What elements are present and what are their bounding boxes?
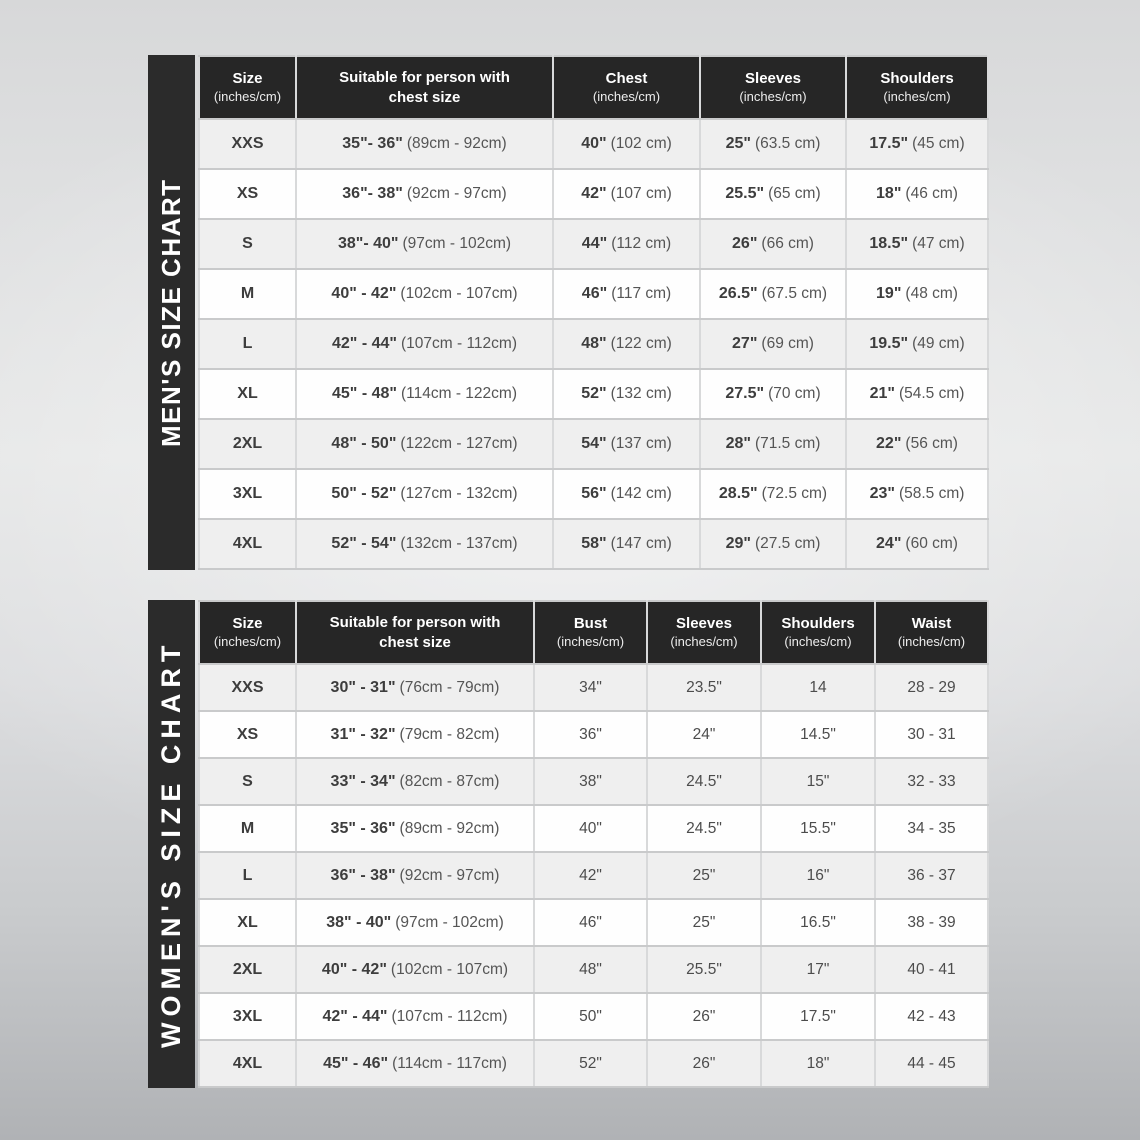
value-inches: 25": [725, 135, 751, 152]
column-header: [199, 56, 296, 119]
value-cell: [296, 469, 553, 519]
value-plain: 48": [579, 960, 602, 978]
column-unit: (inches/cm): [739, 89, 807, 105]
value-cell: [647, 758, 761, 805]
value-cell: [700, 469, 846, 519]
value-cell: [761, 899, 875, 946]
value-cell: [761, 664, 875, 711]
value-inches: 35" - 36": [330, 819, 396, 837]
value-cm: (97cm - 102cm): [395, 913, 504, 931]
value-cell: [700, 269, 846, 319]
mens-size-chart: [148, 55, 989, 570]
value-cm: (122cm - 127cm): [400, 435, 518, 452]
value-plain: 44 - 45: [907, 1054, 956, 1072]
value-inches: 36" - 38": [330, 866, 396, 884]
value-plain: 26": [692, 1054, 716, 1072]
value-cell: [761, 852, 875, 899]
size-label-cell: XL: [199, 369, 296, 419]
value-cell: [296, 119, 553, 169]
value-cm: (66 cm): [761, 235, 814, 252]
value-cm: (137 cm): [610, 435, 672, 452]
value-cm: (107cm - 112cm): [400, 335, 517, 352]
value-plain: 24": [692, 725, 716, 743]
value-cell: [846, 119, 988, 169]
value-cell: [846, 269, 988, 319]
value-plain: 18": [806, 1054, 830, 1072]
value-cm: (72.5 cm): [761, 485, 828, 502]
value-cell: [846, 469, 988, 519]
column-header: [846, 56, 988, 119]
value-plain: 16.5": [800, 913, 836, 931]
column-header-text: [200, 69, 295, 106]
value-inches: 29": [725, 535, 751, 552]
value-plain: 30 - 31: [907, 725, 956, 743]
value-plain: 25.5": [686, 960, 722, 978]
column-title: chest size: [379, 633, 451, 651]
value-inches: 44": [581, 235, 608, 252]
size-label-cell: XXS: [199, 119, 296, 169]
value-cell: [875, 805, 988, 852]
value-plain: 40 - 41: [907, 960, 956, 978]
mens-table-body: [199, 119, 988, 569]
column-header-text: [876, 614, 987, 651]
value-cell: [761, 1040, 875, 1087]
value-inches: 42" - 44": [332, 335, 397, 352]
value-cm: (92cm - 97cm): [399, 866, 500, 884]
value-cm: (45 cm): [912, 135, 965, 152]
value-cell: [761, 805, 875, 852]
value-cm: (102cm - 107cm): [400, 285, 518, 302]
table-row: [199, 219, 988, 269]
value-cm: (79cm - 82cm): [399, 725, 500, 743]
value-cm: (132 cm): [610, 385, 672, 402]
value-cell: [700, 319, 846, 369]
value-cm: (60 cm): [905, 535, 958, 552]
value-cm: (82cm - 87cm): [399, 772, 500, 790]
column-header-text: [701, 69, 845, 106]
value-cell: [647, 664, 761, 711]
value-cm: (102cm - 107cm): [390, 960, 509, 978]
value-cell: [846, 519, 988, 569]
value-cm: (70 cm): [768, 385, 821, 402]
value-plain: 36": [579, 725, 602, 743]
table-row: [199, 269, 988, 319]
value-cell: [700, 169, 846, 219]
column-unit: (inches/cm): [670, 634, 738, 650]
value-cell: [534, 805, 647, 852]
value-cell: [846, 369, 988, 419]
value-cell: [296, 219, 553, 269]
value-cm: (107cm - 112cm): [391, 1007, 508, 1025]
value-inches: 48" - 50": [331, 435, 397, 452]
value-inches: 26": [732, 235, 758, 252]
value-cm: (114cm - 117cm): [392, 1054, 507, 1072]
value-cell: [296, 519, 553, 569]
value-plain: 42": [579, 866, 602, 884]
value-cell: [296, 169, 553, 219]
value-inches: 40" - 42": [331, 285, 397, 302]
mens-chart-side-label: MEN'S SIZE CHART: [148, 55, 195, 570]
value-cell: [534, 1040, 647, 1087]
value-cell: [296, 758, 534, 805]
value-plain: 24.5": [686, 772, 722, 790]
value-plain: 16": [806, 866, 830, 884]
column-title: chest size: [388, 88, 461, 106]
value-cell: [761, 711, 875, 758]
size-label-cell: 2XL: [199, 419, 296, 469]
value-cell: [761, 993, 875, 1040]
column-title: Suitable for person with: [329, 614, 501, 631]
value-cm: (63.5 cm): [754, 135, 821, 152]
value-cell: [296, 946, 534, 993]
value-inches: 19": [876, 285, 902, 302]
value-inches: 17.5": [869, 135, 909, 152]
value-inches: 31" - 32": [330, 725, 396, 743]
value-plain: 50": [579, 1007, 602, 1025]
value-cell: [875, 852, 988, 899]
column-title: Chest: [605, 69, 648, 87]
value-cell: [296, 269, 553, 319]
table-row: [199, 664, 988, 711]
value-cm: (71.5 cm): [754, 435, 821, 452]
value-cm: (47 cm): [912, 235, 965, 252]
value-inches: 27": [732, 335, 758, 352]
column-header: [199, 601, 296, 664]
header-row: [199, 56, 988, 119]
womens-chart-side-label: WOMEN'S SIZE CHART: [148, 600, 195, 1088]
column-header: [534, 601, 647, 664]
value-cell: [700, 419, 846, 469]
value-cell: [296, 1040, 534, 1087]
value-inches: 22": [876, 435, 902, 452]
size-label-cell: 4XL: [199, 519, 296, 569]
value-inches: 50" - 52": [331, 485, 397, 502]
header-row: [199, 601, 988, 664]
column-header-text: [762, 614, 874, 651]
value-cell: [846, 319, 988, 369]
value-cell: [534, 711, 647, 758]
size-label-cell: XS: [199, 711, 296, 758]
value-cm: (65 cm): [768, 185, 821, 202]
value-cell: [700, 219, 846, 269]
value-cell: [647, 993, 761, 1040]
womens-size-chart: [148, 600, 989, 1088]
value-inches: 52" - 54": [331, 535, 397, 552]
value-cell: [647, 711, 761, 758]
value-cm: (48 cm): [905, 285, 958, 302]
value-cell: [553, 519, 700, 569]
size-label-cell: L: [199, 319, 296, 369]
value-cell: [553, 419, 700, 469]
value-cell: [875, 758, 988, 805]
column-header-text: [297, 68, 552, 107]
value-plain: 15": [806, 772, 830, 790]
value-cell: [553, 469, 700, 519]
column-title: Shoulders: [880, 69, 954, 87]
value-cm: (89cm - 92cm): [399, 819, 500, 837]
value-cm: (58.5 cm): [898, 485, 965, 502]
value-plain: 34": [579, 678, 602, 696]
value-inches: 26.5": [718, 285, 758, 302]
column-unit: (inches/cm): [592, 89, 661, 105]
value-cell: [534, 664, 647, 711]
column-header-text: [535, 614, 646, 651]
value-cm: (147 cm): [610, 535, 672, 552]
value-cm: (92cm - 97cm): [406, 185, 507, 202]
column-header-text: [847, 69, 987, 106]
table-row: [199, 119, 988, 169]
table-row: [199, 369, 988, 419]
column-unit: (inches/cm): [883, 89, 951, 105]
value-cm: (122 cm): [610, 335, 672, 352]
value-inches: 25.5": [725, 185, 765, 202]
column-header: [761, 601, 875, 664]
size-label-cell: 2XL: [199, 946, 296, 993]
value-inches: 45" - 48": [332, 385, 397, 402]
table-row: [199, 946, 988, 993]
value-plain: 38 - 39: [907, 913, 956, 931]
value-cm: (49 cm): [912, 335, 965, 352]
value-plain: 25": [692, 866, 716, 884]
column-header: [296, 56, 553, 119]
value-cell: [553, 219, 700, 269]
column-header: [700, 56, 846, 119]
value-cm: (54.5 cm): [898, 385, 965, 402]
value-cm: (56 cm): [905, 435, 958, 452]
value-inches: 21": [869, 385, 895, 402]
value-cell: [875, 711, 988, 758]
value-cm: (102 cm): [610, 135, 672, 152]
column-unit: (inches/cm): [784, 634, 852, 650]
value-inches: 18": [876, 185, 902, 202]
column-header-text: [200, 614, 295, 651]
column-unit: (inches/cm): [213, 89, 282, 105]
column-title: Suitable for person with: [339, 69, 510, 86]
value-cell: [296, 319, 553, 369]
column-title: Size: [232, 69, 263, 87]
size-label-cell: 3XL: [199, 993, 296, 1040]
value-plain: 15.5": [800, 819, 836, 837]
value-cm: (114cm - 122cm): [400, 385, 517, 402]
size-label-cell: XL: [199, 899, 296, 946]
value-plain: 28 - 29: [907, 678, 956, 696]
value-plain: 36 - 37: [907, 866, 956, 884]
value-cell: [534, 946, 647, 993]
value-plain: 17": [806, 960, 830, 978]
table-row: [199, 993, 988, 1040]
column-header-text: [297, 613, 533, 652]
value-cell: [296, 664, 534, 711]
value-cell: [647, 899, 761, 946]
value-inches: 27.5": [725, 385, 765, 402]
value-plain: 38": [579, 772, 602, 790]
value-cell: [296, 899, 534, 946]
value-plain: 24.5": [686, 819, 722, 837]
value-plain: 23.5": [686, 678, 722, 696]
value-inches: 40" - 42": [321, 960, 387, 978]
value-cell: [534, 758, 647, 805]
value-cell: [553, 369, 700, 419]
column-header: [647, 601, 761, 664]
womens-table-header: [199, 601, 988, 664]
size-label-cell: S: [199, 219, 296, 269]
value-inches: 54": [581, 435, 607, 452]
value-cm: (127cm - 132cm): [400, 485, 518, 502]
size-label-cell: S: [199, 758, 296, 805]
column-header-text: [648, 614, 760, 651]
value-plain: 14: [809, 678, 827, 696]
value-cell: [761, 946, 875, 993]
size-label-cell: 4XL: [199, 1040, 296, 1087]
value-plain: 25": [692, 913, 716, 931]
column-title: Waist: [911, 614, 952, 632]
value-cell: [296, 419, 553, 469]
value-cell: [296, 805, 534, 852]
value-inches: 56": [581, 485, 607, 502]
value-cm: (97cm - 102cm): [402, 235, 512, 252]
value-cm: (27.5 cm): [754, 535, 821, 552]
value-cm: (46 cm): [905, 185, 958, 202]
table-row: [199, 758, 988, 805]
value-cell: [647, 852, 761, 899]
value-cell: [534, 993, 647, 1040]
table-row: [199, 852, 988, 899]
value-cell: [647, 946, 761, 993]
value-plain: 40": [579, 819, 602, 837]
value-cell: [553, 119, 700, 169]
column-header: [296, 601, 534, 664]
value-cell: [875, 993, 988, 1040]
column-title: Sleeves: [745, 69, 801, 87]
value-inches: 36"- 38": [342, 185, 403, 202]
value-cell: [875, 664, 988, 711]
womens-table-body: [199, 664, 988, 1087]
value-inches: 45" - 46": [323, 1054, 389, 1072]
value-cell: [296, 711, 534, 758]
value-cm: (117 cm): [611, 285, 672, 302]
size-label-cell: 3XL: [199, 469, 296, 519]
value-inches: 30" - 31": [330, 678, 396, 696]
table-row: [199, 419, 988, 469]
table-row: [199, 899, 988, 946]
value-plain: 34 - 35: [907, 819, 956, 837]
value-cm: (107 cm): [610, 185, 672, 202]
value-plain: 26": [692, 1007, 716, 1025]
value-plain: 17.5": [800, 1007, 836, 1025]
value-cm: (112 cm): [611, 235, 672, 252]
value-cell: [761, 758, 875, 805]
value-cm: (69 cm): [761, 335, 814, 352]
value-inches: 33" - 34": [330, 772, 396, 790]
value-cell: [875, 946, 988, 993]
value-cell: [875, 899, 988, 946]
mens-size-table: [198, 55, 989, 570]
column-unit: (inches/cm): [556, 634, 625, 650]
value-inches: 35"- 36": [342, 135, 403, 152]
value-cell: [296, 852, 534, 899]
size-label-cell: M: [199, 269, 296, 319]
value-cell: [553, 269, 700, 319]
value-cell: [647, 805, 761, 852]
column-header: [553, 56, 700, 119]
value-plain: 52": [579, 1054, 602, 1072]
value-plain: 14.5": [800, 725, 836, 743]
mens-table-header: [199, 56, 988, 119]
value-inches: 42" - 44": [322, 1007, 388, 1025]
column-title: Shoulders: [781, 614, 855, 632]
value-cm: (67.5 cm): [761, 285, 828, 302]
value-cell: [700, 369, 846, 419]
size-label-cell: L: [199, 852, 296, 899]
column-header-text: [554, 69, 699, 106]
table-row: [199, 319, 988, 369]
value-inches: 23": [869, 485, 895, 502]
size-label-cell: XS: [199, 169, 296, 219]
value-inches: 18.5": [869, 235, 909, 252]
size-label-cell: M: [199, 805, 296, 852]
value-inches: 40": [581, 135, 607, 152]
value-cell: [647, 1040, 761, 1087]
column-header: [875, 601, 988, 664]
column-title: Size: [232, 614, 263, 632]
value-cm: (142 cm): [610, 485, 672, 502]
value-cell: [553, 319, 700, 369]
value-plain: 42 - 43: [907, 1007, 956, 1025]
value-inches: 24": [876, 535, 902, 552]
value-cell: [700, 519, 846, 569]
value-cell: [700, 119, 846, 169]
value-inches: 42": [581, 185, 607, 202]
value-plain: 32 - 33: [907, 772, 956, 790]
table-row: [199, 469, 988, 519]
table-row: [199, 711, 988, 758]
table-row: [199, 1040, 988, 1087]
column-title: Sleeves: [676, 614, 732, 632]
value-inches: 38"- 40": [337, 235, 399, 252]
value-plain: 46": [579, 913, 602, 931]
value-cell: [846, 219, 988, 269]
value-cell: [296, 993, 534, 1040]
value-inches: 58": [581, 535, 607, 552]
value-cell: [296, 369, 553, 419]
value-cell: [875, 1040, 988, 1087]
size-label-cell: XXS: [199, 664, 296, 711]
column-unit: (inches/cm): [897, 634, 966, 650]
value-cell: [846, 169, 988, 219]
value-inches: 48": [581, 335, 607, 352]
value-inches: 46": [581, 285, 608, 302]
value-cell: [534, 899, 647, 946]
table-row: [199, 805, 988, 852]
column-unit: (inches/cm): [213, 634, 282, 650]
value-inches: 28.5": [718, 485, 758, 502]
value-inches: 19.5": [869, 335, 909, 352]
value-cell: [534, 852, 647, 899]
value-cm: (76cm - 79cm): [399, 678, 500, 696]
value-cell: [553, 169, 700, 219]
value-cell: [846, 419, 988, 469]
value-inches: 52": [581, 385, 607, 402]
value-inches: 28": [725, 435, 751, 452]
value-inches: 38" - 40": [326, 913, 392, 931]
column-title: Bust: [573, 614, 608, 632]
value-cm: (89cm - 92cm): [406, 135, 507, 152]
table-row: [199, 519, 988, 569]
womens-size-table: [198, 600, 989, 1088]
value-cm: (132cm - 137cm): [400, 535, 518, 552]
table-row: [199, 169, 988, 219]
